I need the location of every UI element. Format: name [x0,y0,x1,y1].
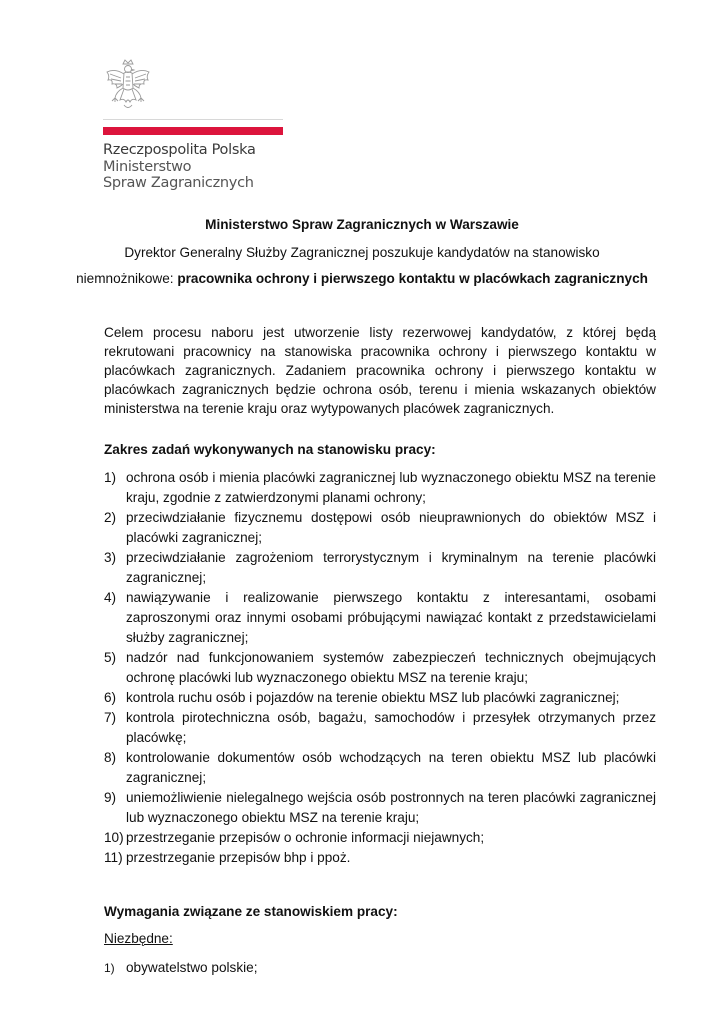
list-item-number: 5) [104,650,117,665]
list-item-number: 4) [104,590,117,605]
list-item-number: 7) [104,710,117,725]
national-flag-bar [103,119,283,135]
list-item-text: kontrolowanie dokumentów osób wchodzących na teren obiektu MSZ lub placówki zagranicznej; [126,750,656,785]
org-line-department: Spraw Zagranicznych [103,175,254,191]
list-item-text: obywatelstwo polskie; [126,960,258,975]
flag-red-stripe [103,127,283,135]
list-item-text: nawiązywanie i realizowanie pierwszego kontaktu z interesantami, osobami zaproszonymi oraz innymi osobami próbującymi nawiązać kontakt z przedstawicielami służby zagranicznej; [126,590,656,645]
list-item [104,648,656,688]
list-item [104,588,656,648]
requirements-list [104,958,656,978]
ministry-heading: Ministerstwo Spraw Zagranicznych w Warszawie [205,217,519,232]
list-item [104,958,656,978]
list-item-text: przeciwdziałanie fizycznemu dostępowi osób nieuprawnionych do obiektów MSZ i placówki zagranicznej; [126,510,656,545]
list-item [104,788,656,828]
list-item [104,708,656,748]
position-prefix: niemnożnikowe: [76,271,178,286]
intro-paragraph: Celem procesu naboru jest utworzenie listy rezerwowej kandydatów, z której będą rekrutowani pracownicy na stanowiska pracownika ochrony i pierwszego kontaktu w placówkach zagranicznych. Zadaniem pracownika ochrony i pierwszego kontaktu w placówkach zagranicznych będzie ochrona osób, terenu i mienia wskazanych obiektów ministerstwa na terenie kraju oraz wytypowanych placówek zagranicznych. [104,325,656,416]
position-title: pracownika ochrony i pierwszego kontaktu w placówkach zagranicznych [177,271,648,286]
list-item-text: przestrzeganie przepisów o ochronie informacji niejawnych; [126,830,485,845]
list-item-text: kontrola ruchu osób i pojazdów na terenie obiektu MSZ lub placówki zagranicznej; [126,690,620,705]
list-item-text: ochrona osób i mienia placówki zagranicznej lub wyznaczonego obiektu MSZ na terenie kraju, zgodnie z zatwierdzonymi planami ochrony; [126,470,656,505]
list-item-number: 6) [104,690,117,705]
list-item-number: 10) [104,830,124,845]
position-line [0,271,724,286]
director-line: Dyrektor Generalny Służby Zagranicznej poszukuje kandydatów na stanowisko [124,245,600,260]
list-item [104,688,656,708]
list-item [104,748,656,788]
list-item-number: 1) [104,961,115,975]
tasks-list [104,468,656,868]
list-item-text: przeciwdziałanie zagrożeniom terrorystycznym i kryminalnym na terenie placówki zagranicznej; [126,550,656,585]
list-item-number: 1) [104,470,117,485]
list-item-text: kontrola pirotechniczna osób, bagażu, samochodów i przesyłek otrzymanych przez placówkę; [126,710,656,745]
list-item [104,828,656,848]
requirements-section-title: Wymagania związane ze stanowiskiem pracy: [104,904,398,919]
list-item [104,468,656,508]
list-item [104,548,656,588]
list-item-text: przestrzeganie przepisów bhp i ppoż. [126,850,351,865]
list-item-number: 2) [104,510,117,525]
list-item-number: 8) [104,750,117,765]
list-item-text: nadzór nad funkcjonowaniem systemów zabezpieczeń technicznych obejmujących ochronę placówki lub wyznaczonego obiektu MSZ na terenie kraju; [126,650,656,685]
polish-eagle-emblem-icon [103,58,153,114]
list-item-number: 3) [104,550,117,565]
requirements-subtitle: Niezbędne: [104,931,173,946]
flag-white-stripe [103,119,283,127]
org-line-ministry: Ministerstwo [103,158,192,175]
list-item-number: 9) [104,790,117,805]
organization-name [103,142,256,192]
tasks-section-title: Zakres zadań wykonywanych na stanowisku pracy: [104,442,436,457]
org-line-country: Rzeczpospolita Polska [103,142,256,158]
list-item [104,508,656,548]
list-item-number: 11) [104,850,123,865]
list-item-text: uniemożliwienie nielegalnego wejścia osób postronnych na teren placówki zagranicznej lub wyznaczonego obiektu MSZ na terenie kraju; [126,790,656,825]
list-item [104,848,656,868]
